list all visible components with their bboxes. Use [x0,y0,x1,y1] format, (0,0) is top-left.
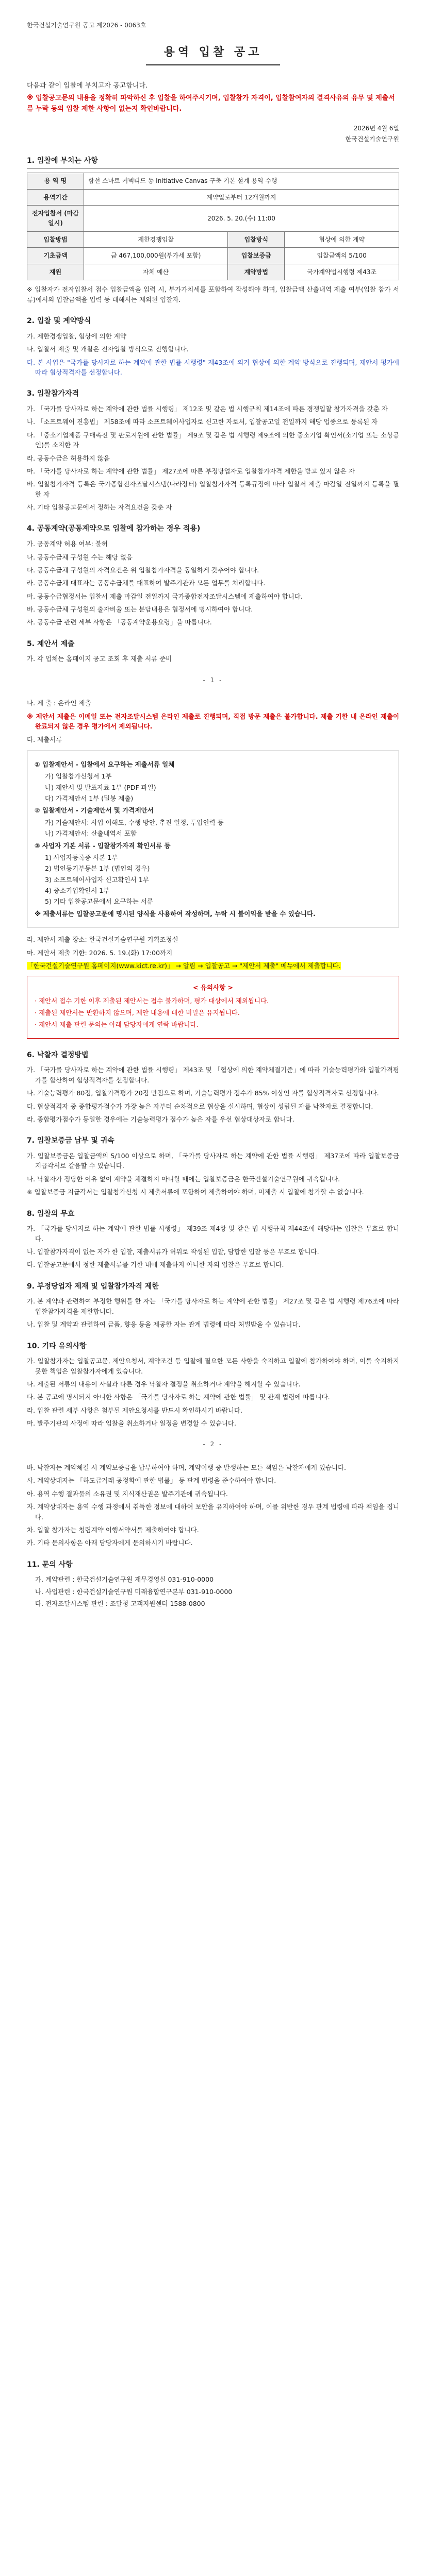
row-value: 제한경쟁입찰 [84,231,228,248]
list-item: 차. 입찰 참가자는 청렴계약 이행서약서를 제출하여야 합니다. [27,1526,199,1534]
box-title: ③ 사업자 기본 서류 - 입찰참가자격 확인서류 등 [35,841,171,850]
list-item: 나. 기술능력평가 80점, 입찰가격평가 20점 만점으로 하며, 기술능력평가 점수가 85% 이상인 자를 협상적격자로 선정합니다. [27,1089,379,1097]
list-item: 가. 입찰참가자는 입찰공고문, 제안요청서, 계약조건 등 입찰에 필요한 모든 사항을 숙지하고 입찰에 참가하여야 하며, 이를 숙지하지 못한 책임은 입찰참가자에게 있습니다. [27,1357,399,1375]
section-1-title: 1. 입찰에 부치는 사항 [27,156,399,169]
table-row [27,248,399,264]
row-value: 함선 스마트 커넥티드 동 Initiative Canvas 구축 기본 설계 용역 수행 [84,173,399,190]
section-7-title: 7. 입찰보증금 납부 및 귀속 [27,1137,114,1145]
row-header: 용역기간 [27,189,84,206]
list-item: 가. 「국가를 당사자로 하는 계약에 관한 법률 시행령」 제39조 제4항 및 같은 법 시행규칙 제44조에 해당하는 입찰은 무효로 합니다. [27,1225,399,1243]
list-item: 나. 제 출 : 온라인 제출 [27,699,91,707]
box-item: 1) 사업자등록증 사본 1부 [45,853,118,861]
section-5-title: 5. 제안서 제출 [27,639,75,648]
list-item: 나. 입찰서 제출 및 개찰은 전자입찰 방식으로 진행합니다. [27,345,189,353]
box-title: ① 입찰제안서 - 입찰에서 요구하는 제출서류 일체 [35,760,175,768]
list-item: 다. 협상적격자 중 종합평가점수가 가장 높은 자부터 순차적으로 협상을 실시하며, 협상이 성립된 자를 낙찰자로 결정합니다. [27,1102,373,1110]
box-item: 4) 중소기업확인서 1부 [45,887,110,895]
row-value: 입찰금액의 5/100 [285,248,399,264]
list-item: 마. 제안서 제출 기한: 2026. 5. 19.(화) 17:00까지 [27,948,173,957]
list-item: 나. 제출된 서류의 내용이 사실과 다른 경우 낙찰자 결정을 취소하거나 계약을 해지할 수 있습니다. [27,1380,301,1388]
list-item: 바. 낙찰자는 계약체결 시 계약보증금을 납부하여야 하며, 계약이행 중 발생하는 모든 책임은 낙찰자에게 있습니다. [27,1464,347,1472]
row-value: 계약일로부터 12개월까지 [84,189,399,206]
list-item: 가. 공동계약 허용 여부: 불허 [27,540,108,548]
list-item: 다. 「중소기업제품 구매촉진 및 판로지원에 관한 법률」 제9조 및 같은 법 시행령 제9조에 의한 중소기업 확인서(소기업 또는 소상공인)를 소지한 자 [27,431,399,449]
list-item: 다. 입찰공고문에서 정한 제출서류를 기한 내에 제출하지 아니한 자의 입찰은 무효로 합니다. [27,1261,284,1269]
row-value: 금 467,100,000원(부가세 포함) [84,248,228,264]
section-8-title: 8. 입찰의 무효 [27,1209,75,1218]
list-item: 카. 기타 문의사항은 아래 담당자에게 문의하시기 바랍니다. [27,1539,193,1547]
box-item: 5) 기타 입찰공고문에서 요구하는 서류 [45,897,153,906]
red-note: ※ 제안서 제출은 이메일 또는 전자조달시스템 온라인 제출로 진행되며, 직접 방문 제출은 불가합니다. 제출 기한 내 온라인 제출이 완료되지 않은 경우 평가에서 제외됩니다. [27,712,399,731]
box-item: 가) 입찰참가신청서 1부 [45,772,112,781]
list-item: 나. 「소프트웨어 진흥법」 제58조에 따라 소프트웨어사업자로 신고한 자로서, 입찰공고일 전일까지 해당 업종으로 등록된 자 [27,418,378,426]
table-row [27,173,399,190]
list-item: 라. 공동수급은 허용하지 않음 [27,454,110,462]
list-item: 나. 공동수급체 구성원 수는 해당 없음 [27,553,133,561]
row-header: 입찰방법 [27,231,84,248]
row-header: 전자입찰서 (마감일시) [27,206,84,231]
list-item: 가. 「국가를 당사자로 하는 계약에 관한 법률 시행령」 제12조 및 같은 법 시행규칙 제14조에 따른 경쟁입찰 참가자격을 갖춘 자 [27,405,388,413]
section-4-title: 4. 공동계약(공동계약으로 입찰에 참가하는 경우 적용) [27,524,201,533]
box-title: ② 입찰제안서 - 기술제안서 및 가격제안서 [35,806,154,815]
list-item: 다. 본 사업은 "국가를 당사자로 하는 계약에 관한 법률 시행령" 제43조에 의거 협상에 의한 계약 방식으로 진행되며, 제안서 평가에 따라 협상적격자를 선정합니다. [27,358,399,377]
list-item: 사. 계약상대자는 「하도급거래 공정화에 관한 법률」 등 관계 법령을 준수하여야 합니다. [27,1477,276,1485]
caution-item: · 제출된 제안서는 반환하지 않으며, 제안 내용에 대한 비밀은 유지됩니다. [35,1009,240,1017]
caution-item: · 제안서 접수 기한 이후 제출된 제안서는 접수 불가하며, 평가 대상에서 제외됩니다. [35,996,269,1005]
page-title: 용역 입찰 공고 [146,44,280,65]
table-row [27,231,399,248]
caution-item: · 제안서 제출 관련 문의는 아래 담당자에게 연락 바랍니다. [35,1021,199,1029]
notice-date: 2026년 4월 6일 [353,125,399,132]
contact-item: 다. 전자조달시스템 관련 : 조달청 고객지원센터 1588-0800 [35,1600,205,1608]
page-number: - 1 - [203,676,223,684]
list-item: 가. 본 계약과 관련하여 부정한 행위를 한 자는 「국가를 당사자로 하는 계약에 관한 법률」 제27조 및 같은 법 시행령 제76조에 따라 입찰참가자격을 제한합니다. [27,1297,399,1315]
notice-number: 한국건설기술연구원 공고 제2026 - 0063호 [27,22,146,29]
caution-label: < 유의사항 > [193,984,233,992]
row-value: 협상에 의한 계약 [285,231,399,248]
box-item: 다) 가격제안서 1부 (밀봉 제출) [45,794,134,803]
section-11-title: 11. 문의 사항 [27,1560,73,1569]
section-1-note: ※ 입찰자가 전자입찰서 접수 입찰금액을 입력 시, 부가가치세를 포함하여 작성해야 하며, 입찰금액 산출내역 제출 여부(입찰 참가 서류)에서의 입찰금액을 입력 등 대해서는 제외된 입찰자. [27,285,399,303]
box-item: 나) 가격제안서: 산출내역서 포함 [45,829,137,838]
section-2-title: 2. 입찰 및 계약방식 [27,317,91,326]
box-item: 3) 소프트웨어사업자 신고확인서 1부 [45,875,149,884]
list-item: 다. 공동수급체 구성원의 자격요건은 위 입찰참가자격을 동일하게 갖추어야 합니다. [27,566,259,574]
highlighted-text: 「한국건설기술연구원 홈페이지(www.kict.re.kr)」 → 알림 → 입찰공고 → "제안서 제출" 메뉴에서 제출합니다. [27,961,341,970]
table-row [27,206,399,231]
list-item: 가. 입찰보증금은 입찰금액의 5/100 이상으로 하며, 「국가를 당사자로 하는 계약에 관한 법률 시행령」 제37조에 따라 입찰보증금 지급각서로 갈음할 수 있습니다. [27,1152,399,1170]
section-6-title: 6. 낙찰자 결정방법 [27,1050,89,1059]
row-header: 입찰방식 [228,231,285,248]
section-3-title: 3. 입찰참가자격 [27,389,79,398]
list-item: 라. 제안서 제출 장소: 한국건설기술연구원 기획조정실 [27,936,178,944]
list-item: 나. 입찰참가자격이 없는 자가 한 입찰, 제출서류가 허위로 작성된 입찰, 담합한 입찰 등은 무효로 합니다. [27,1247,319,1256]
row-value: 자체 예산 [84,264,228,280]
notice-org: 한국건설기술연구원 [345,135,399,143]
row-header: 기초금액 [27,248,84,264]
row-value: 2026. 5. 20.(수) 11:00 [84,206,399,231]
list-item: 아. 용역 수행 결과물의 소유권 및 지식재산권은 발주기관에 귀속됩니다. [27,1489,228,1498]
list-item: 사. 기타 입찰공고문에서 정하는 자격요건을 갖춘 자 [27,503,172,512]
list-item: 바. 공동수급체 구성원의 출자비율 또는 분담내용은 협정서에 명시하여야 합니다. [27,605,253,614]
row-header: 용 역 명 [27,173,84,190]
row-value: 국가계약법시행령 제43조 [285,264,399,280]
submission-box [27,751,399,927]
list-item: 다. 제출서류 [27,735,62,743]
section-10-title: 10. 기타 유의사항 [27,1342,87,1350]
box-item: 가) 기술제안서: 사업 이해도, 수행 방안, 추진 일정, 투입인력 등 [45,818,224,826]
section-7-note: ※ 입찰보증금 지급각서는 입찰참가신청 시 제출서류에 포함하여 제출하여야 하며, 미제출 시 입찰에 참가할 수 없습니다. [27,1188,364,1196]
row-header: 재원 [27,264,84,280]
bid-info-table [27,173,399,280]
table-row [27,264,399,280]
list-item: 마. 「국가를 당사자로 하는 계약에 관한 법률」 제27조에 따른 부정당업자로 입찰참가자격 제한을 받고 있지 않은 자 [27,467,355,475]
list-item: 라. 입찰 관련 세부 사항은 첨부된 제안요청서를 반드시 확인하시기 바랍니다. [27,1406,243,1414]
list-item: 나. 낙찰자가 정당한 이유 없이 계약을 체결하지 아니할 때에는 입찰보증금은 한국건설기술연구원에 귀속됩니다. [27,1175,340,1183]
list-item: 바. 입찰참가자격 등록은 국가종합전자조달시스템(나라장터) 입찰참가자격 등록규정에 따라 입찰서 제출 마감일 전일까지 등록을 필한 자 [27,480,399,498]
list-item: 다. 본 공고에 명시되지 아니한 사항은 「국가를 당사자로 하는 계약에 관한 법률」 및 관계 법령에 따릅니다. [27,1393,330,1401]
list-item: 사. 공동수급 관련 세부 사항은 「공동계약운용요령」을 따릅니다. [27,618,212,626]
box-item: 2) 법인등기부등본 1부 (법인의 경우) [45,865,150,873]
list-item: 마. 공동수급협정서는 입찰서 제출 마감일 전일까지 국가종합전자조달시스템에 제출하여야 합니다. [27,592,303,600]
list-item: 가. 「국가를 당사자로 하는 계약에 관한 법률 시행령」 제43조 및 「협상에 의한 계약체결기준」에 따라 기술능력평가와 입찰가격평가를 합산하여 협상적격자를 선정합니다. [27,1066,399,1084]
row-header: 입찰보증금 [228,248,285,264]
submission-link-text [27,961,399,971]
table-row [27,189,399,206]
caution-box [27,976,399,1039]
contact-item: 나. 사업관련 : 한국건설기술연구원 미래융합연구본부 031-910-0000 [35,1587,233,1596]
page-number: - 2 - [203,1440,223,1448]
list-item: 가. 각 업체는 홈페이지 공고 조회 후 제출 서류 준비 [27,655,172,663]
box-footer: ※ 제출서류는 입찰공고문에 명시된 양식을 사용하여 작성하며, 누락 시 불이익을 받을 수 있습니다. [35,909,316,918]
list-item: 나. 입찰 및 계약과 관련하여 금품, 향응 등을 제공한 자는 관계 법령에 따라 처벌받을 수 있습니다. [27,1320,301,1329]
box-item: 나) 제안서 및 발표자료 1부 (PDF 파일) [45,783,156,791]
section-9-title: 9. 부정당업자 제재 및 입찰참가자격 제한 [27,1282,159,1291]
list-item: 마. 발주기관의 사정에 따라 입찰을 취소하거나 일정을 변경할 수 있습니다. [27,1419,236,1428]
row-header: 계약방법 [228,264,285,280]
list-item: 자. 계약상대자는 용역 수행 과정에서 취득한 정보에 대하여 보안을 유지하여야 하며, 이를 위반한 경우 관계 법령에 따라 책임을 집니다. [27,1503,399,1521]
warning-text: ※ 입찰공고문의 내용을 정확히 파악하신 후 입찰을 하여주시기며, 입찰참가 자격이, 입찰참여자의 결격사유의 유무 및 제출서류 누락 등의 입찰 제한 사항이 없는지 확인바랍니다. [27,94,395,113]
list-item: 라. 종합평가점수가 동일한 경우에는 기술능력평가 점수가 높은 자를 우선 협상대상자로 합니다. [27,1115,294,1123]
list-item: 가. 제한경쟁입찰, 협상에 의한 계약 [27,332,126,340]
intro-text: 다음과 같이 입찰에 부치고자 공고합니다. [27,81,148,90]
list-item: 라. 공동수급체 대표자는 공동수급체를 대표하여 발주기관과 모든 업무를 처리합니다. [27,579,266,587]
contact-list [27,1574,399,1608]
contact-item: 가. 계약관련 : 한국건설기술연구원 재무경영실 031-910-0000 [35,1575,214,1584]
